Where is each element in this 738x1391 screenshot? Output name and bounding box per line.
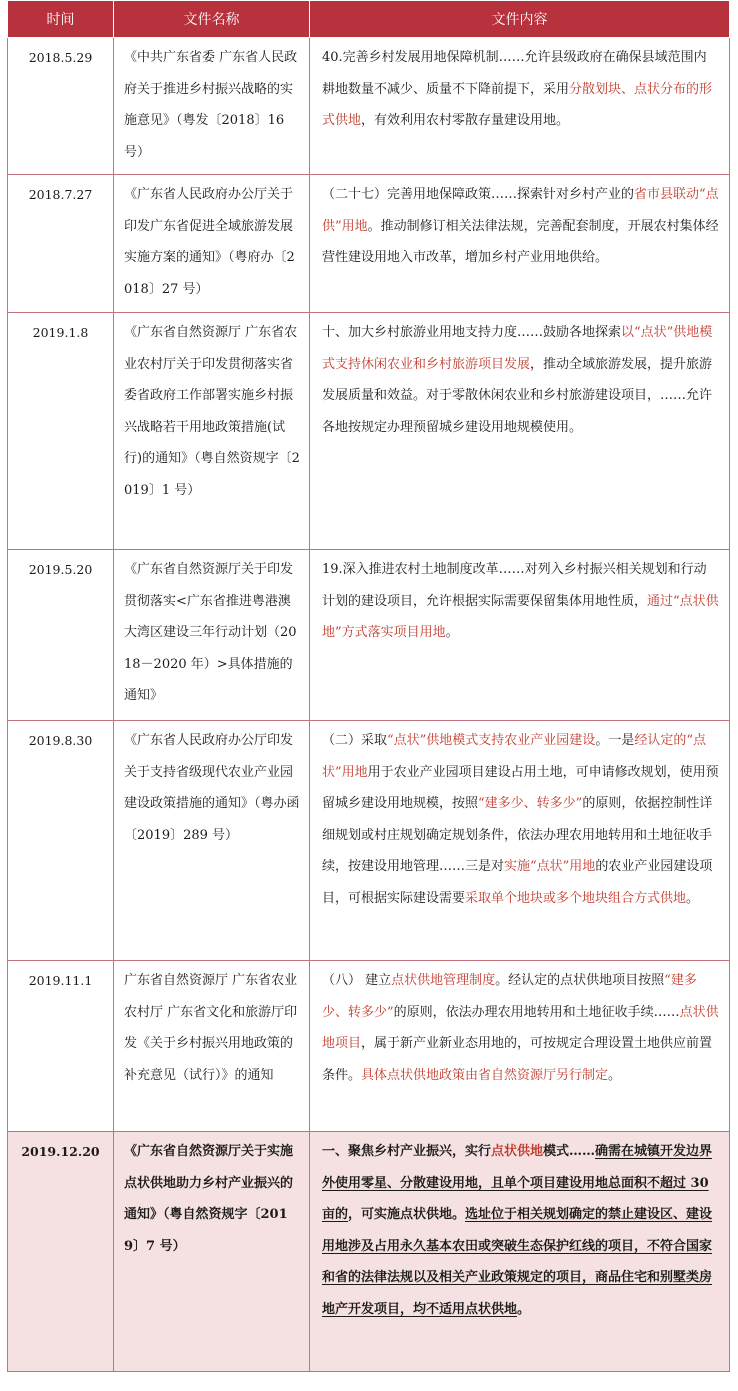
- row-document-name: 《广东省人民政府办公厅印发关于支持省级现代农业产业园建设政策措施的通知》（粤办函〔2019〕289 号）: [114, 721, 310, 961]
- row-document-name: 《广东省人民政府办公厅关于印发广东省促进全域旅游发展实施方案的通知》（粤府办〔2018〕27 号）: [114, 175, 310, 313]
- row-date: 2019.5.20: [8, 550, 114, 721]
- table-row: [8, 721, 730, 961]
- content-text: 模式……: [543, 1144, 596, 1159]
- header-document-name: 文件名称: [114, 1, 310, 38]
- row-date: 2019.11.1: [8, 961, 114, 1132]
- content-text: 的农业产业园建设项目，可根据实际建设需要: [322, 859, 713, 906]
- content-text: 。经认定的点状供地项目按照: [495, 973, 665, 988]
- content-text: 。: [445, 625, 459, 640]
- highlighted-text: 以“点状”供地模式支持休闲农业和乡村旅游项目发展: [322, 325, 713, 372]
- content-text: 的原则，依法办理农用地转用和土地征收手续……: [393, 1004, 680, 1020]
- content-text: ，有效利用农村零散存量建设用地。: [361, 113, 570, 128]
- row-document-name: 《中共广东省委 广东省人民政府关于推进乡村振兴战略的实施意见》（粤发〔2018〕16 号）: [114, 38, 310, 175]
- table-row: [8, 38, 730, 175]
- row-document-name: 《广东省自然资源厅关于实施点状供地助力乡村产业振兴的通知》（粤自然资规字〔2019〕7 号）: [114, 1132, 310, 1372]
- content-text: 十、加大乡村旅游业用地支持力度……鼓励各地探索: [322, 325, 622, 340]
- content-text: 用于农业产业园项目建设占用土地，可申请修改规划，使用预留城乡建设用地规模，按照: [322, 764, 719, 811]
- content-text: （八） 建立: [322, 973, 392, 988]
- row-document-name: 《广东省自然资源厅关于印发贯彻落实<广东省推进粤港澳大湾区建设三年行动计划（2018－2020 年）>具体措施的通知》: [114, 550, 310, 721]
- table-row: [8, 313, 730, 550]
- row-document-content: [310, 175, 730, 313]
- highlighted-text: 通过“点状供地”方式落实项目用地: [322, 593, 719, 640]
- underlined-text: 选址位于相关规划确定的禁止建设区、建设用地涉及占用永久基本农田或突破生态保护红线的项目，不符合国家和省的法律法规以及相关产业政策规定的项目，商品住宅和别墅类房地产开发项目，均不适用点状供地: [322, 1207, 713, 1317]
- header-time: 时间: [8, 1, 114, 38]
- highlighted-text: 分散划块、点状分布的形式供地: [322, 81, 713, 128]
- content-text: 40.完善乡村发展用地保障机制……允许县级政府在确保县域范围内耕地数量不减少、质量不下降前提下，采用: [322, 50, 707, 97]
- underlined-text: 确需在城镇开发边界外使用零星、分散建设用地，且单个项目建设用地总面积不超过 30 亩的: [322, 1144, 713, 1222]
- content-text: ，可实施点状供地。: [348, 1207, 466, 1222]
- highlighted-text: “建多少、转多少”: [322, 973, 697, 1020]
- content-text: （二十七）完善用地保障政策……探索针对乡村产业的: [322, 187, 635, 202]
- content-text: 19.深入推进农村土地制度改革……对列入乡村振兴相关规划和行动计划的建设项目，允许根据实际需要保留集体用地性质，: [322, 562, 707, 609]
- row-date: 2019.1.8: [8, 313, 114, 550]
- row-document-content: [310, 313, 730, 550]
- content-text: ，推动全域旅游发展，提升旅游发展质量和效益。对于零散休闲农业和乡村旅游建设项目，……允许各地按规定办理预留城乡建设用地规模使用。: [322, 356, 713, 435]
- highlighted-text: 省市县联动“点供”用地: [322, 187, 719, 234]
- highlighted-text: 实施“点状”用地: [504, 859, 596, 874]
- row-document-name: 广东省自然资源厅 广东省农业农村厅 广东省文化和旅游厅印发《关于乡村振兴用地政策的补充意见（试行）》的通知: [114, 961, 310, 1132]
- content-text: 。: [608, 1067, 622, 1083]
- row-document-content: [310, 38, 730, 175]
- highlighted-text: 点状供地管理制度: [391, 973, 496, 988]
- content-text: 。: [517, 1301, 531, 1317]
- highlighted-text: 经认定的“点状”用地: [322, 733, 706, 780]
- row-date: 2019.8.30: [8, 721, 114, 961]
- row-document-content: [310, 1132, 730, 1372]
- header-document-content: 文件内容: [310, 1, 730, 38]
- row-document-name: 《广东省自然资源厅 广东省农业农村厅关于印发贯彻落实省委省政府工作部署实施乡村振兴战略若干用地政策措施(试行)的通知》（粤自然资规字〔2019〕1 号）: [114, 313, 310, 550]
- table-row: [8, 550, 730, 721]
- policy-table: [7, 0, 730, 1372]
- content-text: 。: [686, 890, 700, 906]
- highlighted-text: 采取单个地块或多个地块组合方式供地: [465, 890, 687, 906]
- table-row-highlighted: [8, 1132, 730, 1372]
- highlighted-text: 具体点状供地政策由省自然资源厅另行制定: [361, 1067, 609, 1083]
- content-text: 一、聚焦乡村产业振兴，实行: [322, 1144, 492, 1159]
- row-date: 2018.5.29: [8, 38, 114, 175]
- highlighted-text: “建多少、转多少”: [478, 796, 583, 811]
- highlighted-text: 点状供地项目: [322, 1004, 719, 1051]
- row-date: 2019.12.20: [8, 1132, 114, 1372]
- row-document-content: [310, 721, 730, 961]
- table-row: [8, 961, 730, 1132]
- row-document-content: [310, 550, 730, 721]
- table-row: [8, 175, 730, 313]
- row-date: 2018.7.27: [8, 175, 114, 313]
- highlighted-text: “点状”供地模式支持农业产业园建设: [387, 733, 596, 748]
- content-text: ，属于新产业新业态用地的，可按规定合理设置土地供应前置条件。: [322, 1036, 713, 1083]
- content-text: 。一是: [595, 733, 635, 748]
- highlighted-text: 点状供地: [491, 1144, 544, 1159]
- header-row: [8, 1, 730, 38]
- content-text: （二）采取: [322, 733, 388, 748]
- content-text: 。推动制修订相关法律法规，完善配套制度，开展农村集体经营性建设用地入市改革，增加乡村产业用地供给。: [322, 218, 719, 265]
- content-text: 的原则，依据控制性详细规划或村庄规划确定规划条件，依法办理农用地转用和土地征收手续，按建设用地管理……三是对: [322, 796, 713, 874]
- row-document-content: [310, 961, 730, 1132]
